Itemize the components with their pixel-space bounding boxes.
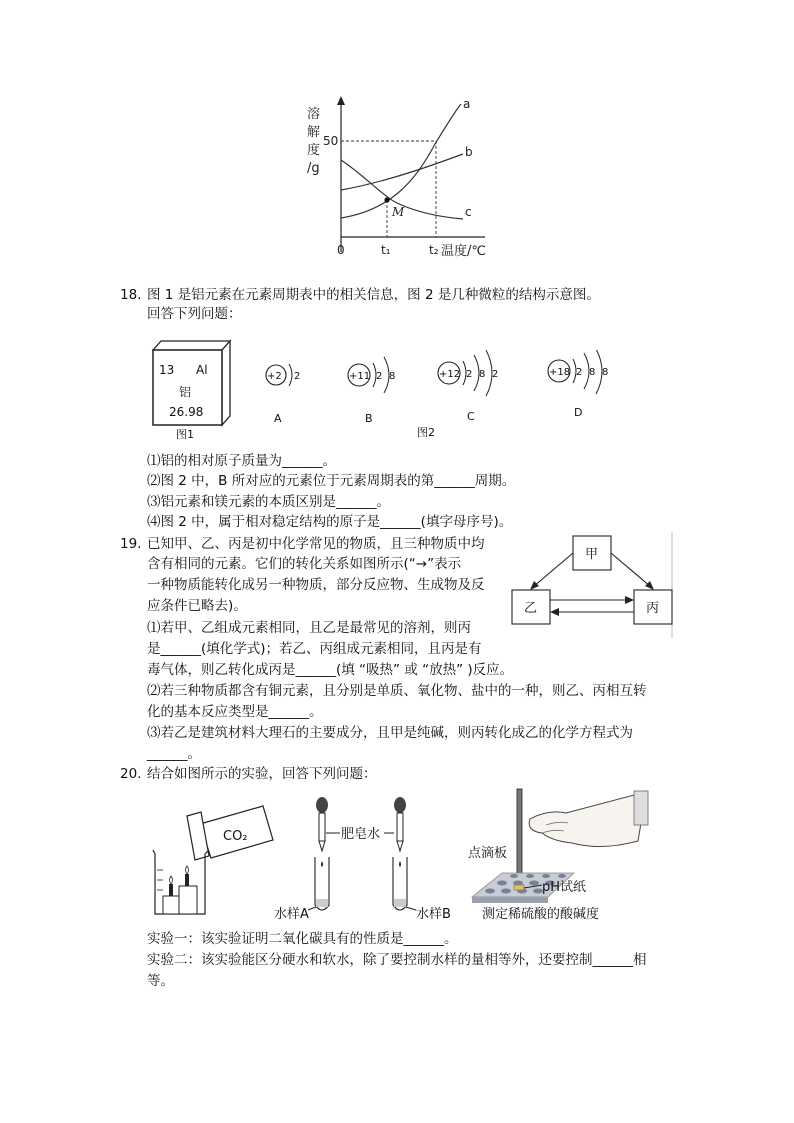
atom-d-label: D <box>574 406 583 419</box>
y-tick-50: 50 <box>323 134 339 148</box>
q19-line1: 已知甲、乙、丙是初中化学常见的物质，且三种物质中均 <box>147 536 485 552</box>
q19-line6: 是______(填化学式)；若乙、丙组成元素相同，且丙是有 <box>147 641 482 657</box>
spot-well-5 <box>497 881 507 886</box>
q19-line11: ______。 <box>147 746 201 762</box>
sample-b-label: 水样B <box>416 907 451 922</box>
atom-d-shell-3-count: 8 <box>602 367 609 378</box>
dropper-left-tube <box>319 813 325 841</box>
sample-a-pointer <box>308 907 316 910</box>
q20-number: 20. <box>120 766 142 782</box>
solubility-graph <box>295 92 505 267</box>
q20-experiment2: 实验二：该实验能区分硬水和软水，除了要控制水样的量相等外，还要控制______相 <box>147 952 647 968</box>
q18-line1: 图 1 是铝元素在元素周期表中的相关信息，图 2 是几种微粒的结构示意图。 <box>147 287 600 303</box>
co2-label: CO₂ <box>223 829 248 844</box>
sample-b-pointer <box>406 907 416 910</box>
box-bing-label: 丙 <box>646 601 660 616</box>
q18-sub4: ⑷图 2 中，属于相对稳定结构的原子是______(填字母序号)。 <box>147 514 513 530</box>
experiment2-hard-soft-water <box>270 793 465 923</box>
t1-label: t₁ <box>381 243 391 257</box>
q20-intro: 结合如图所示的实验，回答下列问题： <box>147 766 377 782</box>
y-label-2: 解 <box>307 125 321 140</box>
fig2-atom-structures <box>255 350 635 442</box>
candle-low <box>169 884 173 896</box>
cell-atomic-number: 13 <box>159 363 175 377</box>
ph-paper <box>514 885 524 890</box>
gas-bottle <box>187 806 273 860</box>
step-stand-low <box>163 896 181 914</box>
atom-d-shell-1-count: 2 <box>576 367 583 378</box>
x-axis-label: 温度/℃ <box>441 244 486 259</box>
curve-b <box>341 154 463 190</box>
transformation-diagram <box>508 530 676 640</box>
q19-number: 19. <box>120 536 142 552</box>
sample-a-label: 水样A <box>274 907 309 922</box>
q20-experiment1: 实验一：该实验证明二氧化碳具有的性质是______。 <box>147 931 458 947</box>
q20-experiment2-cont: 等。 <box>147 973 174 989</box>
point-m-label: M <box>392 205 405 219</box>
atom-c-shell-2-count: 8 <box>479 369 486 380</box>
soap-water-label: 肥皂水 <box>341 827 381 842</box>
atom-b-shell-2-count: 8 <box>389 371 396 382</box>
spot-well-9 <box>510 874 518 878</box>
atom-b-charge: +11 <box>349 371 371 382</box>
atom-d <box>548 350 608 419</box>
dropper-right-bulb <box>394 797 406 813</box>
t2-label: t₂ <box>429 243 439 257</box>
q18-sub2: ⑵图 2 中，B 所对应的元素位于元素周期表的第______周期。 <box>147 473 516 489</box>
spot-well-1 <box>485 889 495 894</box>
glass-rod <box>517 789 522 887</box>
atom-b-label: B <box>365 412 373 425</box>
y-label-4: /g <box>307 161 320 176</box>
cell-top-face <box>153 341 230 350</box>
test-tube-b <box>393 857 407 910</box>
test-tube-a-liquid <box>316 899 328 907</box>
q18-line2: 回答下列问题： <box>147 306 242 322</box>
hand-with-glass-rod <box>517 789 648 887</box>
spot-well-10 <box>526 874 534 878</box>
dropper-right <box>394 797 406 851</box>
cell-mass: 26.98 <box>169 405 204 419</box>
dropper-left-tip <box>319 841 325 851</box>
atom-c-charge: +12 <box>439 369 461 380</box>
q19-line8: ⑵若三种物质都含有铜元素，且分别是单质、氧化物、盐中的一种，则乙、丙相互转 <box>147 683 647 699</box>
test-tube-b-liquid <box>394 899 406 907</box>
atom-c <box>438 350 498 423</box>
curve-a-label: a <box>463 97 471 111</box>
box-jia-label: 甲 <box>585 547 599 562</box>
curve-b-label: b <box>465 145 473 159</box>
atom-a <box>266 364 300 425</box>
experiment3-ph-test <box>462 785 654 927</box>
arrow-yi-to-bing-head <box>625 596 634 604</box>
y-axis-arrow <box>337 96 345 105</box>
spot-plate-edge <box>472 897 548 903</box>
arrow-jia-to-yi <box>533 553 573 587</box>
beaker <box>153 850 209 914</box>
y-label-1: 溶 <box>307 107 321 122</box>
q19-line9: 化的基本反应类型是______。 <box>147 704 323 720</box>
cell-side-face <box>222 341 230 425</box>
flame-high-icon <box>186 866 189 874</box>
test-tube-a <box>315 857 329 910</box>
hand-icon <box>529 795 644 847</box>
atom-c-label: C <box>467 410 475 423</box>
atom-a-shell-1-count: 2 <box>294 371 301 382</box>
atom-a-label: A <box>274 412 282 425</box>
q19-line2: 含有相同的元素。它们的转化关系如图所示(“→”表示 <box>147 556 462 572</box>
box-yi-label: 乙 <box>524 601 538 616</box>
fig1-caption: 图1 <box>176 428 194 441</box>
q18-number: 18. <box>120 287 142 303</box>
fig2-caption: 图2 <box>417 426 435 439</box>
spot-well-12 <box>558 874 566 878</box>
flame-low-icon <box>170 876 173 884</box>
candle-high <box>185 874 189 886</box>
atom-d-charge: +18 <box>549 367 571 378</box>
arrow-bing-to-yi-head <box>550 608 559 616</box>
spot-well-7 <box>529 881 539 886</box>
cuff <box>634 791 648 825</box>
step-stand-high <box>179 886 197 914</box>
arrow-jia-to-bing <box>611 553 651 587</box>
curve-c-label: c <box>465 205 472 219</box>
q19-line7: 毒气体，则乙转化成丙是______(填 “吸热” 或 “放热” )反应。 <box>147 662 514 678</box>
atom-a-shell-1 <box>289 364 292 386</box>
atom-c-shell-3-count: 2 <box>492 369 499 380</box>
atom-b-shell-1-count: 2 <box>376 371 383 382</box>
y-label-3: 度 <box>307 143 321 158</box>
cell-symbol: Al <box>196 363 208 377</box>
spot-well-11 <box>542 874 550 878</box>
q19-line4: 应条件已略去)。 <box>147 598 247 614</box>
atom-d-shell-2-count: 8 <box>589 367 596 378</box>
cell-name: 铝 <box>179 385 192 399</box>
dropper-right-tip <box>397 841 403 851</box>
spot-plate-label: 点滴板 <box>468 846 508 861</box>
q19-line5: ⑴若甲、乙组成元素相同，且乙是最常见的溶剂，则丙 <box>147 620 471 636</box>
dropper-left-bulb <box>316 797 328 813</box>
q18-sub1: ⑴铝的相对原子质量为______。 <box>147 453 336 469</box>
atom-c-shell-1-count: 2 <box>466 369 473 380</box>
fig1-periodic-cell <box>148 338 234 443</box>
ph-paper-label: pH试纸 <box>542 880 587 895</box>
q19-line10: ⑶若乙是建筑材料大理石的主要成分，且甲是纯碱，则丙转化成乙的化学方程式为 <box>147 725 633 741</box>
measure-caption: 测定稀硫酸的酸碱度 <box>482 907 600 922</box>
dropper-left <box>316 797 328 851</box>
experiment1-co2-beaker <box>145 800 280 922</box>
dropper-right-tube <box>397 813 403 841</box>
spot-well-2 <box>501 889 511 894</box>
atom-a-charge: +2 <box>267 371 282 382</box>
point-m <box>384 197 389 202</box>
q18-sub3: ⑶铝元素和镁元素的本质区别是______。 <box>147 494 390 510</box>
origin-label: 0 <box>337 243 345 257</box>
atom-b <box>348 357 395 425</box>
q19-line3: 一种物质能转化成另一种物质，部分反应物、生成物及反 <box>147 577 485 593</box>
